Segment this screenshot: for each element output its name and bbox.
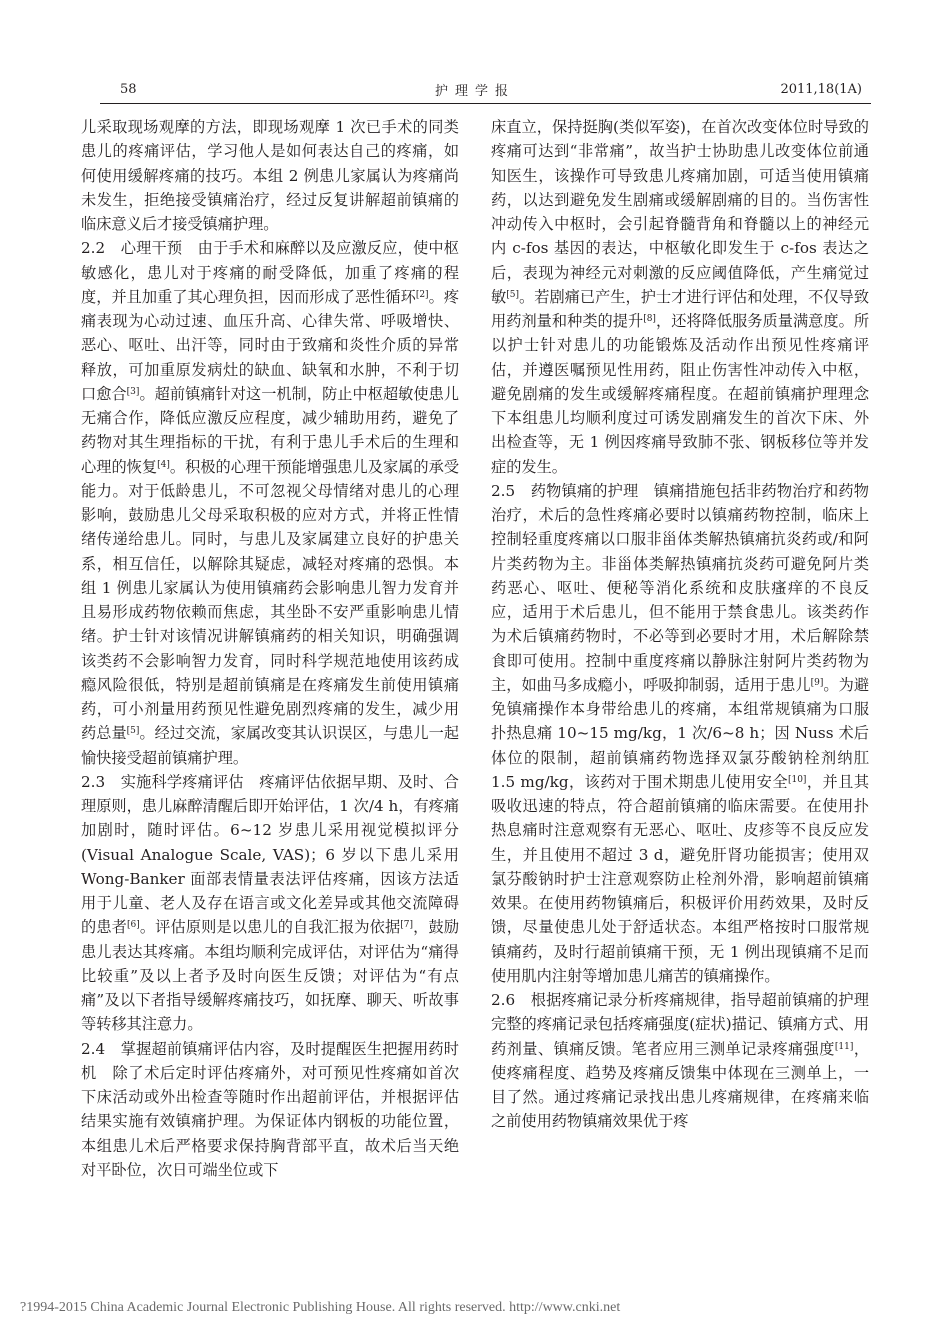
citation-marker: [8] (643, 314, 656, 324)
journal-title: 护理学报 (434, 84, 515, 99)
citation-marker: [5] (126, 726, 140, 737)
citation-marker: [5] (506, 289, 519, 300)
header-rule (100, 103, 871, 104)
section-2-4-continued: 床直立，保持挺胸(类似军姿)，在首次改变体位时导致的疼痛可达到“非常痛”，故当护士协助患儿改变体位前通知医生，该操作可导致患儿疼痛加剧，可适当使用镇痛药，以达到避免发生剧痛或缓解剧痛的目的。当伤害性冲动传入中枢时，会引起脊髓背角和脊髓以上的神经元内 c-fos 基因的表达，中枢敏化即发生于 c-fos 表达之后，表现为神经元对刺激的反应阈值降低，产生痛觉过敏[5]。若剧痛已产生，护士才进行评估和处理，不仅导致用药剂量和种类的提升[8]，还将降低服务质量满意度。所以护士针对患儿的功能锻炼及活动作出预见性疼痛评估，并遵医嘱预见性用药，阻止伤害性冲动传入中枢，避免剧痛的发生或缓解疼痛程度。在超前镇痛护理理念下本组患儿均顺利度过可诱发剧痛发生的首次下床、外出检查等，无 1 例因疼痛导致肺不张、钢板移位等并发症的发生。 (491, 118, 869, 476)
running-header (80, 74, 870, 98)
copyright-footer: ?1994-2015 China Academic Journal Electronic Publishing House. All rights reserved. http://www.cnki.net (20, 1300, 621, 1315)
citation-marker: [7] (400, 920, 414, 931)
citation-marker: [3] (126, 386, 140, 397)
section-2-5: 2.5 药物镇痛的护理 镇痛措施包括非药物治疗和药物治疗，术后的急性疼痛必要时以镇痛药物控制，临床上控制轻重度疼痛以口服非甾体类解热镇痛抗炎药或/和阿片类药物为主。非甾体类解热镇痛抗炎药可避免阿片类药恶心、呕吐、便秘等消化系统和皮肤瘙痒的不良反应，适用于术后患儿，但不能用于禁食患儿。该类药作为术后镇痛药物时，不必等到必要时才用，术后解除禁食即可使用。控制中重度疼痛以静脉注射阿片类药物为主，如曲马多成瘾小，呼吸抑制弱，适用于患儿[9]。为避免镇痛操作本身带给患儿的疼痛，本组常规镇痛为口服扑热息痛 10~15 mg/kg，1 次/6~8 h；因 Nuss 术后体位的限制，超前镇痛药物选择双氯芬酸钠栓剂纳肛 1.5 mg/kg，该药对于围术期患儿使用安全[10]，并且其吸收迅速的特点，符合超前镇痛的临床需要。在使用扑热息痛时注意观察有无恶心、呕吐、皮疹等不良反应发生，并且使用不超过 3 d，避免肝肾功能损害；使用双氯芬酸钠时护士注意观察防止栓剂外滑，影响超前镇痛效果。在使用药物镇痛后，积极评价用药效果，及时反馈，尽量使患儿处于舒适状态。本组严格按时口服常规镇痛药，及时行超前镇痛干预，无 1 例出现镇痛不足而使用肌内注射等增加患儿痛苦的镇痛操作。 (491, 481, 869, 985)
citation-marker: [9] (810, 677, 824, 688)
citation-marker: [10] (787, 774, 807, 785)
citation-marker: [11] (834, 1041, 854, 1052)
citation-marker: [4] (157, 459, 170, 470)
page-number: 58 (120, 82, 137, 97)
section-2-2: 2.2 心理干预 由于手术和麻醉以及应激反应，使中枢敏感化，患儿对于疼痛的耐受降低，加重了疼痛的程度，并且加重了其心理负担，因而形成了恶性循环[2]。疼痛表现为心动过速、血压升高、心律失常、呼吸增快、恶心、呕吐、出汗等，同时由于致痛和炎性介质的异常释放，可加重原发病灶的缺血、缺氧和水肿，不利于切口愈合[3]。超前镇痛针对这一机制，防止中枢超敏使患儿无痛合作，降低应激反应程度，减少辅助用药，避免了药物对其生理指标的干扰，有利于患儿手术后的生理和心理的恢复[4]。积极的心理干预能增强患儿及家属的承受能力。对于低龄患儿，不可忽视父母情绪对患儿的心理影响，鼓励患儿父母采取积极的应对方式，并将正性情绪传递给患儿。同时，与患儿及家属建立良好的护患关系，相互信任，以解除其疑虑，减轻对疼痛的恐惧。本组 1 例患儿家属认为使用镇痛药会影响患儿智力发育并且易形成药物依赖而焦虑，其坐卧不安严重影响患儿情绪。护士针对该情况讲解镇痛药的相关知识，明确强调该类药不会影响智力发育，同时科学规范地使用该药成瘾风险很低，特别是超前镇痛是在疼痛发生前使用镇痛药，可小剂量用药预见性避免剧烈疼痛的发生，减少用药总量[5]。经过交流，家属改变其认识误区，与患儿一起愉快接受超前镇痛护理。 (81, 239, 459, 767)
citation-marker: [6] (126, 920, 140, 931)
left-column (81, 115, 459, 1182)
right-column (491, 115, 885, 1134)
section-2-3: 2.3 实施科学疼痛评估 疼痛评估依据早期、及时、合理原则，患儿麻醉清醒后即开始评估，1 次/4 h，有疼痛加剧时，随时评估。6~12 岁患儿采用视觉模拟评分(Visual Analogue Scale, VAS)；6 岁以下患儿采用 Wong-Banker 面部表情量表法评估疼痛，因该方法适用于儿童、老人及存在语言或文化差异或其他交流障碍的患者[6]。评估原则是以患儿的自我汇报为依据[7]，鼓励患儿表达其疼痛。本组均顺利完成评估，对评估为“痛得比较重”及以上者予及时向医生反馈；对评估为“有点痛”及以下者指导缓解疼痛技巧，如抚摩、聊天、听故事等转移其注意力。 (81, 772, 460, 1034)
paragraph-continuation: 儿采取现场观摩的方法，即现场观摩 1 次已手术的同类患儿的疼痛评估，学习他人是如何表达自己的疼痛，如何使用缓解疼痛的技巧。本组 2 例患儿家属认为疼痛尚未发生，拒绝接受镇痛治疗，经过反复讲解超前镇痛的临床意义后才接受镇痛护理。 (81, 118, 459, 233)
section-2-4: 2.4 掌握超前镇痛评估内容，及时提醒医生把握用药时机 除了术后定时评估疼痛外，对可预见性疼痛如首次下床活动或外出检查等随时作出超前评估，并根据评估结果实施有效镇痛护理。为保证体内钢板的功能位置，本组患儿术后严格要求保持胸背部平直，故术后当天绝对平卧位，次日可端坐位或下 (81, 1039, 459, 1179)
issue-info: 2011,18(1A) (780, 82, 862, 97)
section-2-6: 2.6 根据疼痛记录分析疼痛规律，指导超前镇痛的护理 完整的疼痛记录包括疼痛强度(症状)描记、镇痛方式、用药剂量、镇痛反馈。笔者应用三测单记录疼痛强度[11]，使疼痛程度、趋势及疼痛反馈集中体现在三测单上，一目了然。通过疼痛记录找出患儿疼痛规律，在疼痛来临之前使用药物镇痛效果优于疼 (491, 991, 885, 1131)
citation-marker: [2] (415, 289, 429, 300)
